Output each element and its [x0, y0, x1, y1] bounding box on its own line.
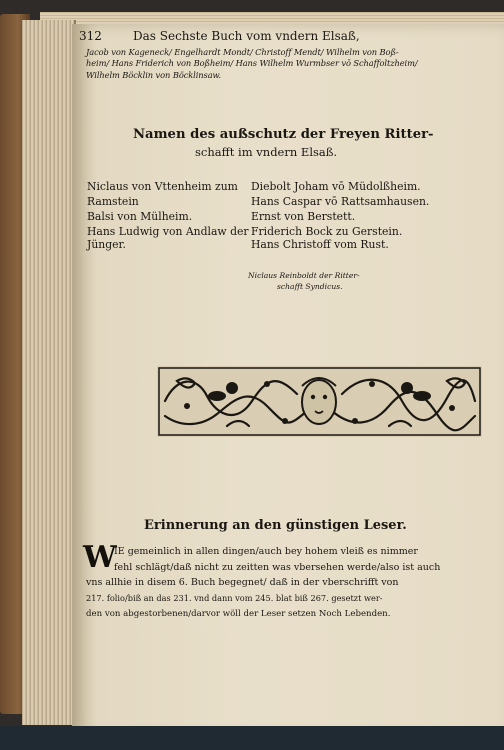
woodcut-ornament-band	[157, 366, 482, 437]
names-line-1: Jacob von Kageneck/ Engelhardt Mondt/ Christoff Mendt/ Wilhelm von Boß-	[86, 47, 399, 57]
reminder-line-1: IE gemeinlich in allen dingen/auch bey hohem vleiß es nimmer	[114, 546, 418, 557]
scan-bottom-background	[0, 726, 504, 750]
right-name-1: Diebolt Joham vō Müdolßheim.	[251, 180, 421, 193]
right-name-3: Ernst von Berstett.	[251, 210, 356, 223]
syndicus-line-1: Niclaus Reinboldt der Ritter-	[248, 271, 360, 280]
left-name-4: Hans Ludwig von Andlaw der	[87, 225, 249, 238]
reminder-line-3: vns allhie in disem 6. Buch begegnet/ daß in der vberschrifft von	[86, 577, 399, 588]
page-number: 312	[79, 29, 102, 43]
reminder-line-2: fehl schlägt/daß nicht zu zeitten was vbersehen werde/also ist auch	[114, 562, 441, 573]
committee-heading: Namen des außschutz der Freyen Ritter-	[133, 127, 434, 142]
left-name-1: Niclaus von Vttenheim zum	[87, 180, 238, 193]
page-stack-fore-edge	[22, 20, 76, 725]
left-name-3: Balsi von Mülheim.	[87, 210, 193, 223]
names-line-2: heim/ Hans Friderich von Boßheim/ Hans Wilhelm Wurmbser vō Schaffoltzheim/	[86, 58, 418, 68]
syndicus-line-2: schafft Syndicus.	[277, 282, 343, 291]
running-title: Das Sechste Buch vom vndern Elsaß,	[133, 29, 360, 43]
left-name-5: Jünger.	[87, 238, 126, 251]
reminder-line-5: den von abgestorbenen/darvor wöll der Leser setzen Noch Lebenden.	[86, 609, 391, 619]
reminder-heading: Erinnerung an den günstigen Leser.	[144, 518, 407, 533]
right-name-5: Hans Christoff vom Rust.	[251, 238, 389, 251]
names-line-3: Wilhelm Böcklin von Böcklinsaw.	[86, 70, 222, 80]
reminder-line-4: 217. folio/biß an das 231. vnd dann vom 245. blat biß 267. gesetzt wer-	[86, 593, 383, 603]
left-name-2: Ramstein	[87, 195, 139, 208]
right-name-4: Friderich Bock zu Gerstein.	[251, 225, 403, 238]
committee-heading-line-2: schafft im vndern Elsaß.	[195, 145, 338, 159]
right-name-2: Hans Caspar vō Rattsamhausen.	[251, 195, 430, 208]
decorated-initial: W	[83, 540, 117, 575]
